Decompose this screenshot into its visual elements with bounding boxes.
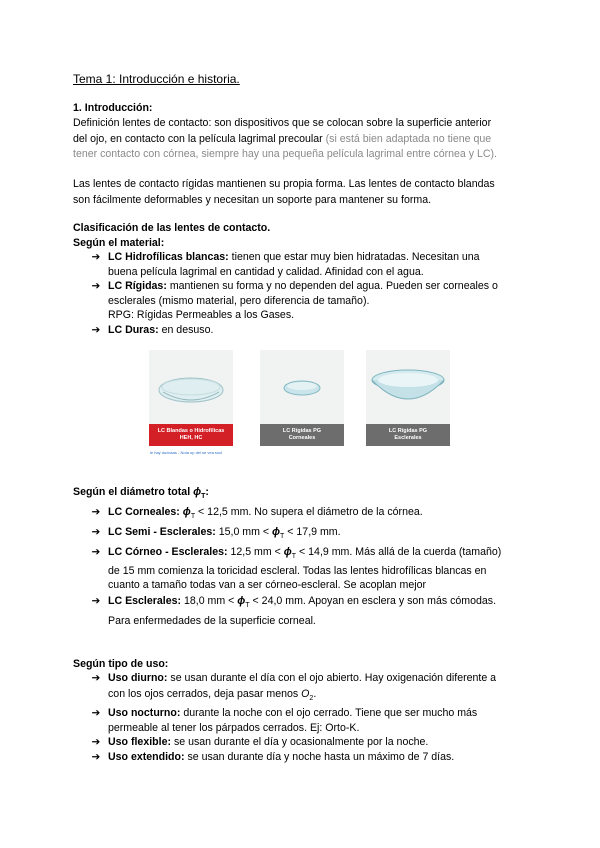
item-text: se usan durante el día y ocasionalmente por la noche.: [173, 736, 429, 748]
phi-subscript: T: [201, 493, 206, 501]
lens-label-line-2: Corneales: [288, 435, 316, 441]
arrow-icon: ➔: [91, 736, 101, 748]
arrow-icon: ➔: [91, 526, 101, 538]
material-item-rigidas: [108, 279, 498, 294]
phi-subscript: T: [280, 533, 285, 541]
item-continuation: permeable al tener los párpados cerrados. Ej: Orto-K.: [108, 722, 360, 734]
arrow-icon: ➔: [91, 751, 101, 763]
phi-symbol: ϕ: [272, 526, 281, 538]
item-label: Uso flexible:: [108, 736, 171, 748]
diameter-item-corneales: [108, 505, 423, 524]
arrow-icon: ➔: [91, 251, 101, 263]
item-label: Uso diurno:: [108, 672, 168, 684]
item-label: Uso nocturno:: [108, 707, 181, 719]
para2-line-1: Las lentes de contacto rígidas mantienen su propia forma. Las lentes de contacto blandas: [73, 178, 495, 190]
phi-symbol: ϕ: [182, 506, 191, 518]
item-text: tienen que estar muy bien hidratadas. Necesitan una: [231, 251, 480, 263]
lens-label: [149, 424, 233, 446]
diameter-item-esclerales: [108, 594, 496, 613]
soft-lens-image: [149, 350, 233, 424]
item-label: Uso extendido:: [108, 751, 185, 763]
item-text: < 14,9 mm. Más allá de la cuerda (tamaño): [299, 546, 502, 558]
item-label: LC Esclerales:: [108, 595, 182, 607]
material-item-duras: [108, 323, 213, 338]
item-text: < 12,5 mm. No supera el diámetro de la córnea.: [198, 506, 423, 518]
usage-item-flexible: [108, 735, 428, 750]
diameter-heading: [73, 485, 209, 504]
item-label: LC Duras:: [108, 324, 159, 336]
diameter-item-semi-esclerales: [108, 525, 341, 544]
lens-label: [366, 424, 450, 446]
arrow-icon: ➔: [91, 595, 101, 607]
rgp-scleral-lens-image: [366, 350, 450, 424]
intro-line-2-text: del ojo, en contacto con la película lagrimal precoular: [73, 133, 323, 145]
para2-line-2: son fácilmente deformables y necesitan un soporte para mantener su forma.: [73, 194, 432, 206]
material-item-hidrofilicas: [108, 250, 480, 265]
item-text: durante la noche con el ojo cerrado. Tiene que ser mucho más: [183, 707, 478, 719]
o2-end: .: [313, 688, 317, 700]
item-label: LC Córneo - Esclerales:: [108, 546, 228, 558]
heading-colon: :: [205, 486, 209, 498]
o2-subscript: 2: [309, 695, 314, 703]
page-title: Tema 1: Introducción e historia.: [73, 72, 240, 86]
classification-heading: Clasificación de las lentes de contacto.: [73, 222, 271, 234]
intro-heading: 1. Introducción:: [73, 102, 153, 114]
item-pre: 15,0 mm <: [218, 526, 270, 538]
lens-panel-rigidas-corneales: [260, 350, 344, 446]
item-continuation: cuanto a tamaño todas van a ser córneo-escleral. Se acoplan mejor: [108, 579, 426, 591]
arrow-icon: ➔: [91, 280, 101, 292]
lens-label-line-1: LC Rígidas PG: [388, 428, 428, 434]
lens-label-line-2: Esclerales: [394, 435, 422, 441]
item-continuation: RPG: Rígidas Permeables a los Gases.: [108, 309, 295, 321]
o2-symbol: O: [301, 688, 310, 700]
lens-label: [260, 424, 344, 446]
phi-symbol: ϕ: [193, 486, 202, 498]
item-pre: 18,0 mm <: [183, 595, 235, 607]
arrow-icon: ➔: [91, 506, 101, 518]
usage-item-extendido: [108, 750, 454, 765]
item-text: se usan durante el día con el ojo abierto. Hay oxigenación diferente a: [170, 672, 497, 684]
item-continuation: buena película lagrimal en cantidad y calidad. Afinidad con el agua.: [108, 266, 424, 278]
intro-line-1: Definición lentes de contacto: son dispositivos que se colocan sobre la superficie anterior: [73, 117, 492, 129]
intro-grey-tail: (si está bien adaptada no tiene que: [325, 133, 492, 145]
usage-item-nocturno: [108, 706, 477, 721]
item-text: < 24,0 mm. Apoyan en esclera y son más cómodas.: [252, 595, 497, 607]
diameter-heading-text: Según el diámetro total: [73, 486, 191, 498]
phi-subscript: T: [190, 513, 196, 521]
rgp-corneal-lens-image: [260, 350, 344, 424]
item-label: LC Semi - Esclerales:: [108, 526, 216, 538]
intro-line-2: [73, 132, 491, 147]
by-material-heading: Según el material:: [73, 237, 165, 249]
phi-subscript: T: [291, 553, 297, 561]
item-pre: 12,5 mm <: [230, 546, 281, 558]
lens-label-line-1: LC Rígidas PG: [282, 428, 322, 434]
usage-item-diurno: [108, 671, 496, 686]
item-continuation: de 15 mm comienza la toricidad escleral. Todas las lentes hidrofílicas blancas en: [108, 565, 487, 577]
lens-panel-blandas: [149, 350, 233, 446]
diameter-item-corneo-esclerales: [108, 545, 501, 564]
phi-symbol: ϕ: [283, 546, 292, 558]
item-label: LC Hidrofílicas blancas:: [108, 251, 229, 263]
item-text: < 17,9 mm.: [287, 526, 341, 538]
intro-grey-line: tener contacto con córnea, siempre hay una pequeña película lagrimal entre córnea y LC).: [73, 148, 497, 160]
item-continuation: [108, 687, 316, 706]
item-label: LC Corneales:: [108, 506, 180, 518]
lens-panel-rigidas-esclerales: [366, 350, 450, 446]
figure-caption: le hay dudosas - Nota op del se vea soul: [150, 450, 223, 455]
usage-heading: Según tipo de uso:: [73, 658, 169, 670]
arrow-icon: ➔: [91, 672, 101, 684]
item-continuation: esclerales (mismo material, pero diferencia de tamaño).: [108, 295, 370, 307]
phi-subscript: T: [245, 602, 250, 610]
arrow-icon: ➔: [91, 324, 101, 336]
lens-label-line-2: HEH, HC: [179, 435, 203, 441]
lens-label-line-1: LC Blandas o Hidrofílicas: [157, 428, 225, 434]
phi-symbol: ϕ: [237, 595, 246, 607]
item-continuation-text: con los ojos cerrados, deja pasar menos: [108, 688, 299, 700]
arrow-icon: ➔: [91, 707, 101, 719]
item-text: mantienen su forma y no dependen del agua. Pueden ser corneales o: [169, 280, 498, 292]
item-label: LC Rígidas:: [108, 280, 167, 292]
arrow-icon: ➔: [91, 546, 101, 558]
item-text: en desuso.: [161, 324, 214, 336]
item-continuation: Para enfermedades de la superficie corneal.: [108, 615, 316, 627]
item-text: se usan durante día y noche hasta un máximo de 7 días.: [187, 751, 455, 763]
